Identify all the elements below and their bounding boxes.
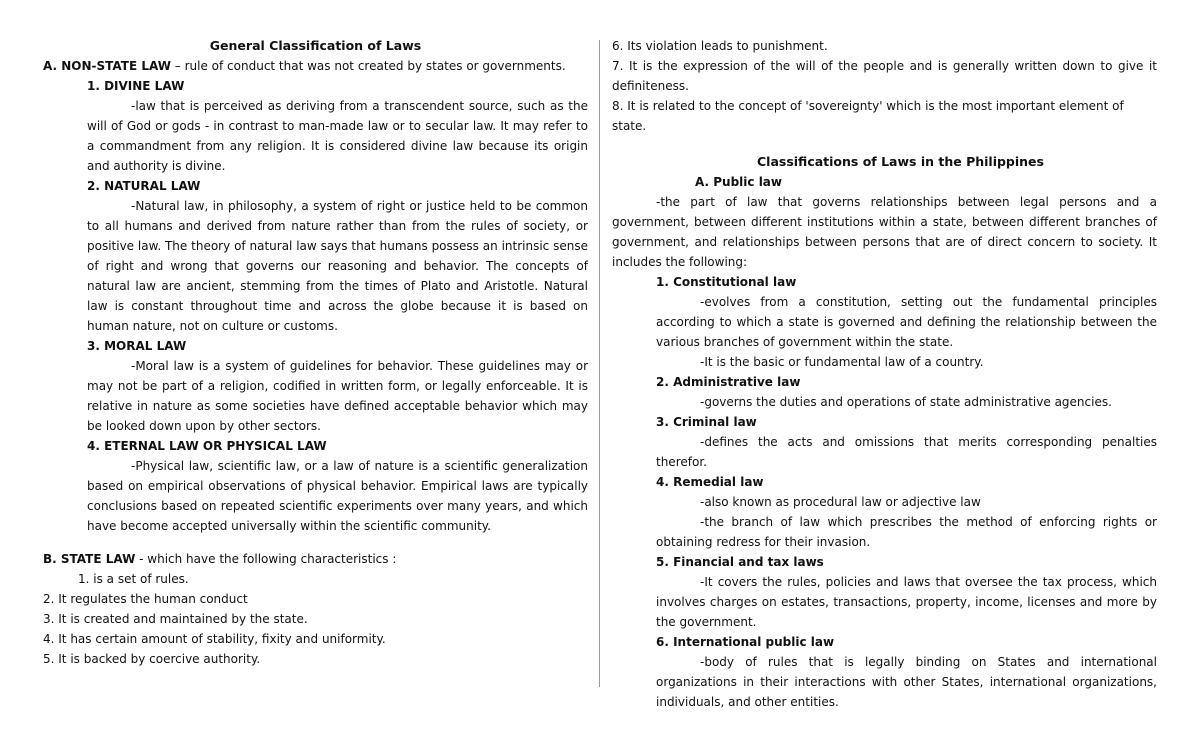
constitutional-law-heading: 1. Constitutional law bbox=[656, 275, 797, 289]
characteristic-7: 7. It is the expression of the will of the people and is generally written down to give it definiteness. bbox=[612, 59, 1157, 93]
public-law-text: -the part of law that governs relationships between legal persons and a government, between different institutions within a state, between different branches of government, and relationships between persons that are of direct concern to society. It includes the following: bbox=[612, 195, 1157, 269]
criminal-law-text: -defines the acts and omissions that merits corresponding penalties therefor. bbox=[656, 435, 1157, 469]
divine-law-block bbox=[43, 76, 588, 536]
divine-law-heading: 1. DIVINE LAW bbox=[87, 79, 185, 93]
section-b-description: - which have the following characteristics : bbox=[135, 552, 397, 566]
remedial-law-text-2: -the branch of law which prescribes the method of enforcing rights or obtaining redress for their invasion. bbox=[656, 515, 1157, 549]
characteristic-6: 6. Its violation leads to punishment. bbox=[612, 39, 828, 53]
left-column bbox=[43, 36, 588, 669]
philippines-title: Classifications of Laws in the Philippines bbox=[757, 154, 1044, 169]
characteristic-2: 2. It regulates the human conduct bbox=[43, 592, 248, 606]
financial-tax-laws-heading: 5. Financial and tax laws bbox=[656, 555, 824, 569]
characteristic-5: 5. It is backed by coercive authority. bbox=[43, 652, 261, 666]
section-a-description: – rule of conduct that was not created by states or governments. bbox=[170, 59, 566, 73]
section-a bbox=[43, 56, 588, 76]
remedial-law-text: -also known as procedural law or adjective law bbox=[700, 495, 981, 509]
section-b bbox=[43, 549, 588, 569]
right-column bbox=[612, 36, 1157, 712]
eternal-law-heading: 4. ETERNAL LAW OR PHYSICAL LAW bbox=[87, 439, 327, 453]
eternal-law-text: -Physical law, scientific law, or a law of nature is a scientific generalization based on empirical observations of physical behavior. Empirical laws are typically conclusions based on repeated scientific experiments over many years, and which have become accepted universally within the scientific community. bbox=[87, 459, 588, 533]
characteristic-4: 4. It has certain amount of stability, fixity and uniformity. bbox=[43, 632, 386, 646]
administrative-law-text: -governs the duties and operations of state administrative agencies. bbox=[700, 395, 1112, 409]
moral-law-heading: 3. MORAL LAW bbox=[87, 339, 187, 353]
divine-law-text: -law that is perceived as deriving from a transcendent source, such as the will of God or gods - in contrast to man-made law or to secular law. It may refer to a commandment from any religion. It is considered divine law because its origin and authority is divine. bbox=[87, 99, 588, 173]
constitutional-law-text: -evolves from a constitution, setting out the fundamental principles according to which a state is governed and defining the relationship between the various branches of government within the state. bbox=[656, 295, 1157, 349]
public-law-heading: A. Public law bbox=[695, 175, 782, 189]
characteristic-3: 3. It is created and maintained by the state. bbox=[43, 612, 308, 626]
administrative-law-heading: 2. Administrative law bbox=[656, 375, 801, 389]
public-law-list bbox=[612, 272, 1157, 712]
financial-tax-laws-text: -It covers the rules, policies and laws that oversee the tax process, which involves charges on estates, transactions, property, income, licenses and more by the government. bbox=[656, 575, 1157, 629]
moral-law-text: -Moral law is a system of guidelines for behavior. These guidelines may or may not be part of a religion, codified in written form, or legally enforceable. It is relative in nature as some societies have defined acceptable behavior which may be looked down upon by other sectors. bbox=[87, 359, 588, 433]
international-public-law-text: -body of rules that is legally binding on States and international organizations in their interactions with other States, international organizations, individuals, and other entities. bbox=[656, 655, 1157, 709]
characteristic-8: 8. It is related to the concept of 'sovereignty' which is the most important element of state. bbox=[612, 99, 1124, 133]
constitutional-law-text-2: -It is the basic or fundamental law of a country. bbox=[700, 355, 984, 369]
natural-law-text: -Natural law, in philosophy, a system of right or justice held to be common to all humans and derived from nature rather than from the rules of society, or positive law. The theory of natural law says that humans possess an intrinsic sense of right and wrong that governs our reasoning and behavior. The concepts of natural law are ancient, stemming from the times of Plato and Aristotle. Natural law is constant throughout time and across the globe because it is based on human nature, not on culture or customs. bbox=[87, 199, 588, 333]
characteristic-1: 1. is a set of rules. bbox=[78, 572, 189, 586]
document-title: General Classification of Laws bbox=[209, 38, 422, 53]
column-divider bbox=[599, 40, 600, 687]
natural-law-heading: 2. NATURAL LAW bbox=[87, 179, 201, 193]
section-a-heading: A. NON-STATE LAW bbox=[43, 59, 171, 73]
remedial-law-heading: 4. Remedial law bbox=[656, 475, 764, 489]
section-b-heading: B. STATE LAW bbox=[43, 552, 136, 566]
international-public-law-heading: 6. International public law bbox=[656, 635, 835, 649]
criminal-law-heading: 3. Criminal law bbox=[656, 415, 757, 429]
